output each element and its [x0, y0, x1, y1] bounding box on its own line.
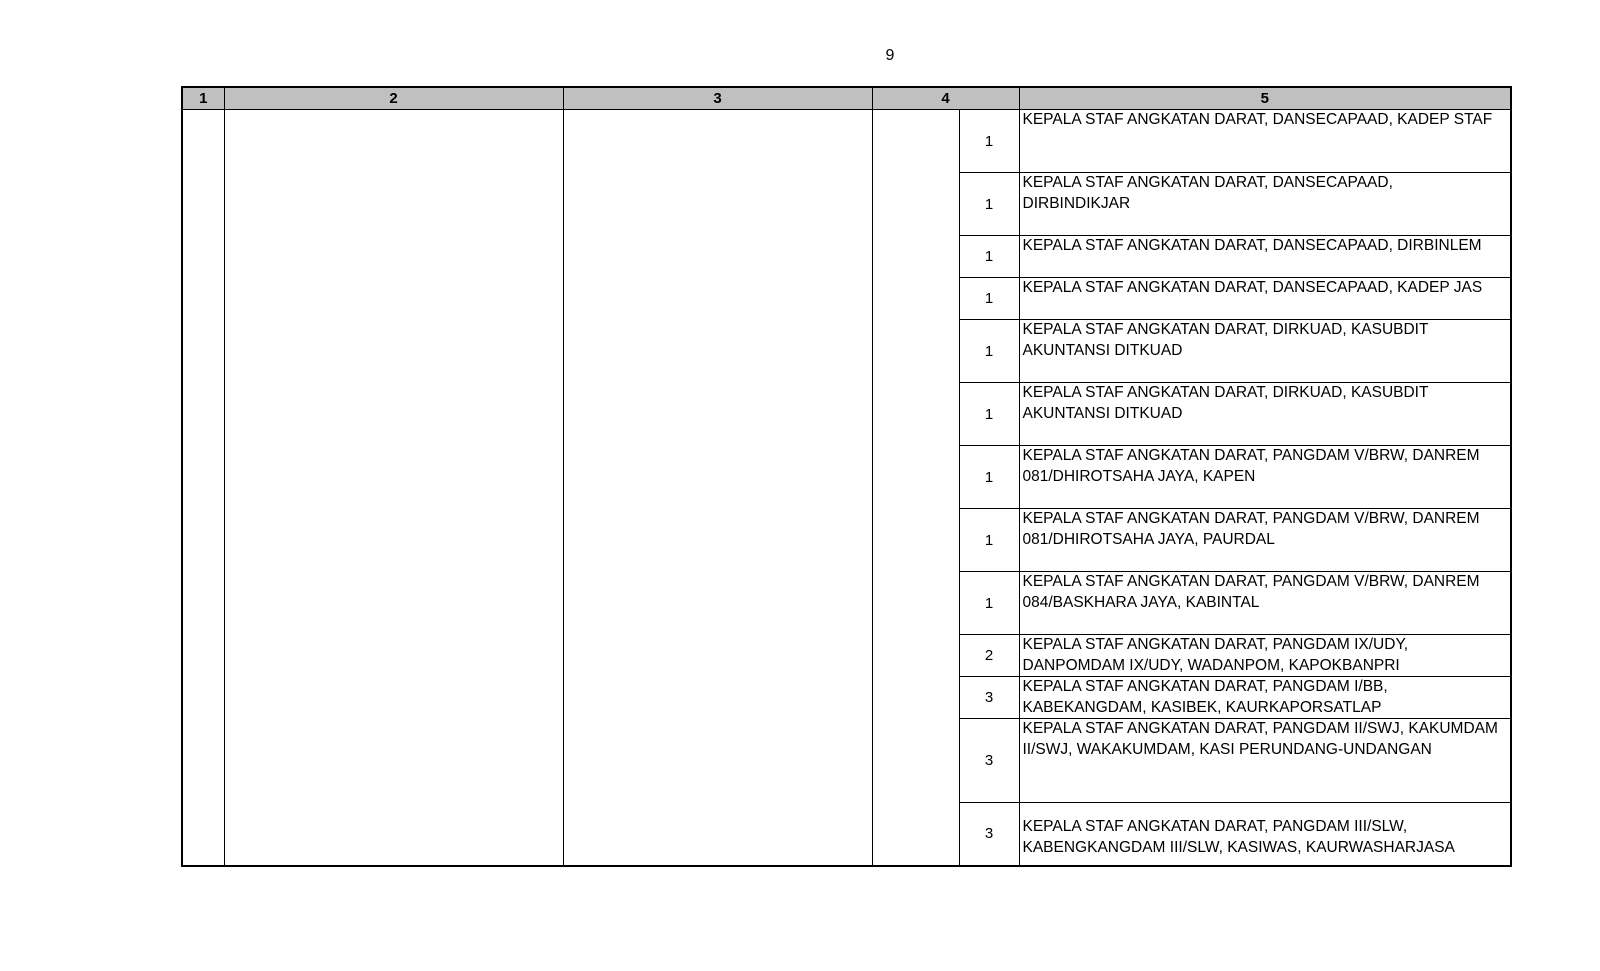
- column-header-1: 1: [182, 87, 224, 110]
- row-description: KEPALA STAF ANGKATAN DARAT, PANGDAM V/BRW, DANREM 081/DHIROTSAHA JAYA, PAURDAL: [1019, 509, 1511, 572]
- row-count: 3: [959, 719, 1019, 803]
- column-header-4: 4: [872, 87, 1019, 110]
- row-count: 3: [959, 803, 1019, 866]
- column-header-3: 3: [563, 87, 872, 110]
- row-count: 1: [959, 446, 1019, 509]
- row-description: KEPALA STAF ANGKATAN DARAT, DANSECAPAAD, DIRBINDIKJAR: [1019, 173, 1511, 236]
- row-description: KEPALA STAF ANGKATAN DARAT, DANSECAPAAD, KADEP JAS: [1019, 278, 1511, 320]
- table-header-row: [182, 87, 1511, 110]
- document-table: [181, 86, 1512, 867]
- row-description: KEPALA STAF ANGKATAN DARAT, DIRKUAD, KASUBDIT AKUNTANSI DITKUAD: [1019, 320, 1511, 383]
- row-description: KEPALA STAF ANGKATAN DARAT, DANSECAPAAD, DIRBINLEM: [1019, 236, 1511, 278]
- column-1-cell: [182, 110, 224, 866]
- row-description: KEPALA STAF ANGKATAN DARAT, DANSECAPAAD, KADEP STAF: [1019, 110, 1511, 173]
- row-count: 3: [959, 677, 1019, 719]
- row-description: KEPALA STAF ANGKATAN DARAT, PANGDAM V/BRW, DANREM 081/DHIROTSAHA JAYA, KAPEN: [1019, 446, 1511, 509]
- column-header-5: 5: [1019, 87, 1511, 110]
- row-count: 1: [959, 110, 1019, 173]
- row-description: KEPALA STAF ANGKATAN DARAT, DIRKUAD, KASUBDIT AKUNTANSI DITKUAD: [1019, 383, 1511, 446]
- column-header-2: 2: [224, 87, 563, 110]
- column-4-cell: [872, 110, 959, 866]
- column-3-cell: [563, 110, 872, 866]
- page-number: 9: [885, 47, 895, 64]
- row-description: KEPALA STAF ANGKATAN DARAT, PANGDAM IX/UDY, DANPOMDAM IX/UDY, WADANPOM, KAPOKBANPRI: [1019, 635, 1511, 677]
- column-2-cell: [224, 110, 563, 866]
- row-description: KEPALA STAF ANGKATAN DARAT, PANGDAM II/SWJ, KAKUMDAM II/SWJ, WAKAKUMDAM, KASI PERUNDANG-UNDANGAN: [1019, 719, 1511, 803]
- row-count: 1: [959, 509, 1019, 572]
- row-count: 1: [959, 278, 1019, 320]
- row-description: KEPALA STAF ANGKATAN DARAT, PANGDAM V/BRW, DANREM 084/BASKHARA JAYA, KABINTAL: [1019, 572, 1511, 635]
- row-count: 1: [959, 173, 1019, 236]
- row-count: 1: [959, 320, 1019, 383]
- row-description: KEPALA STAF ANGKATAN DARAT, PANGDAM III/SLW, KABENGKANGDAM III/SLW, KASIWAS, KAURWASHARJASA: [1019, 803, 1511, 866]
- row-count: 2: [959, 635, 1019, 677]
- row-count: 1: [959, 572, 1019, 635]
- row-count: 1: [959, 236, 1019, 278]
- row-description: KEPALA STAF ANGKATAN DARAT, PANGDAM I/BB, KABEKANGDAM, KASIBEK, KAURKAPORSATLAP: [1019, 677, 1511, 719]
- table-row: [182, 110, 1511, 173]
- row-count: 1: [959, 383, 1019, 446]
